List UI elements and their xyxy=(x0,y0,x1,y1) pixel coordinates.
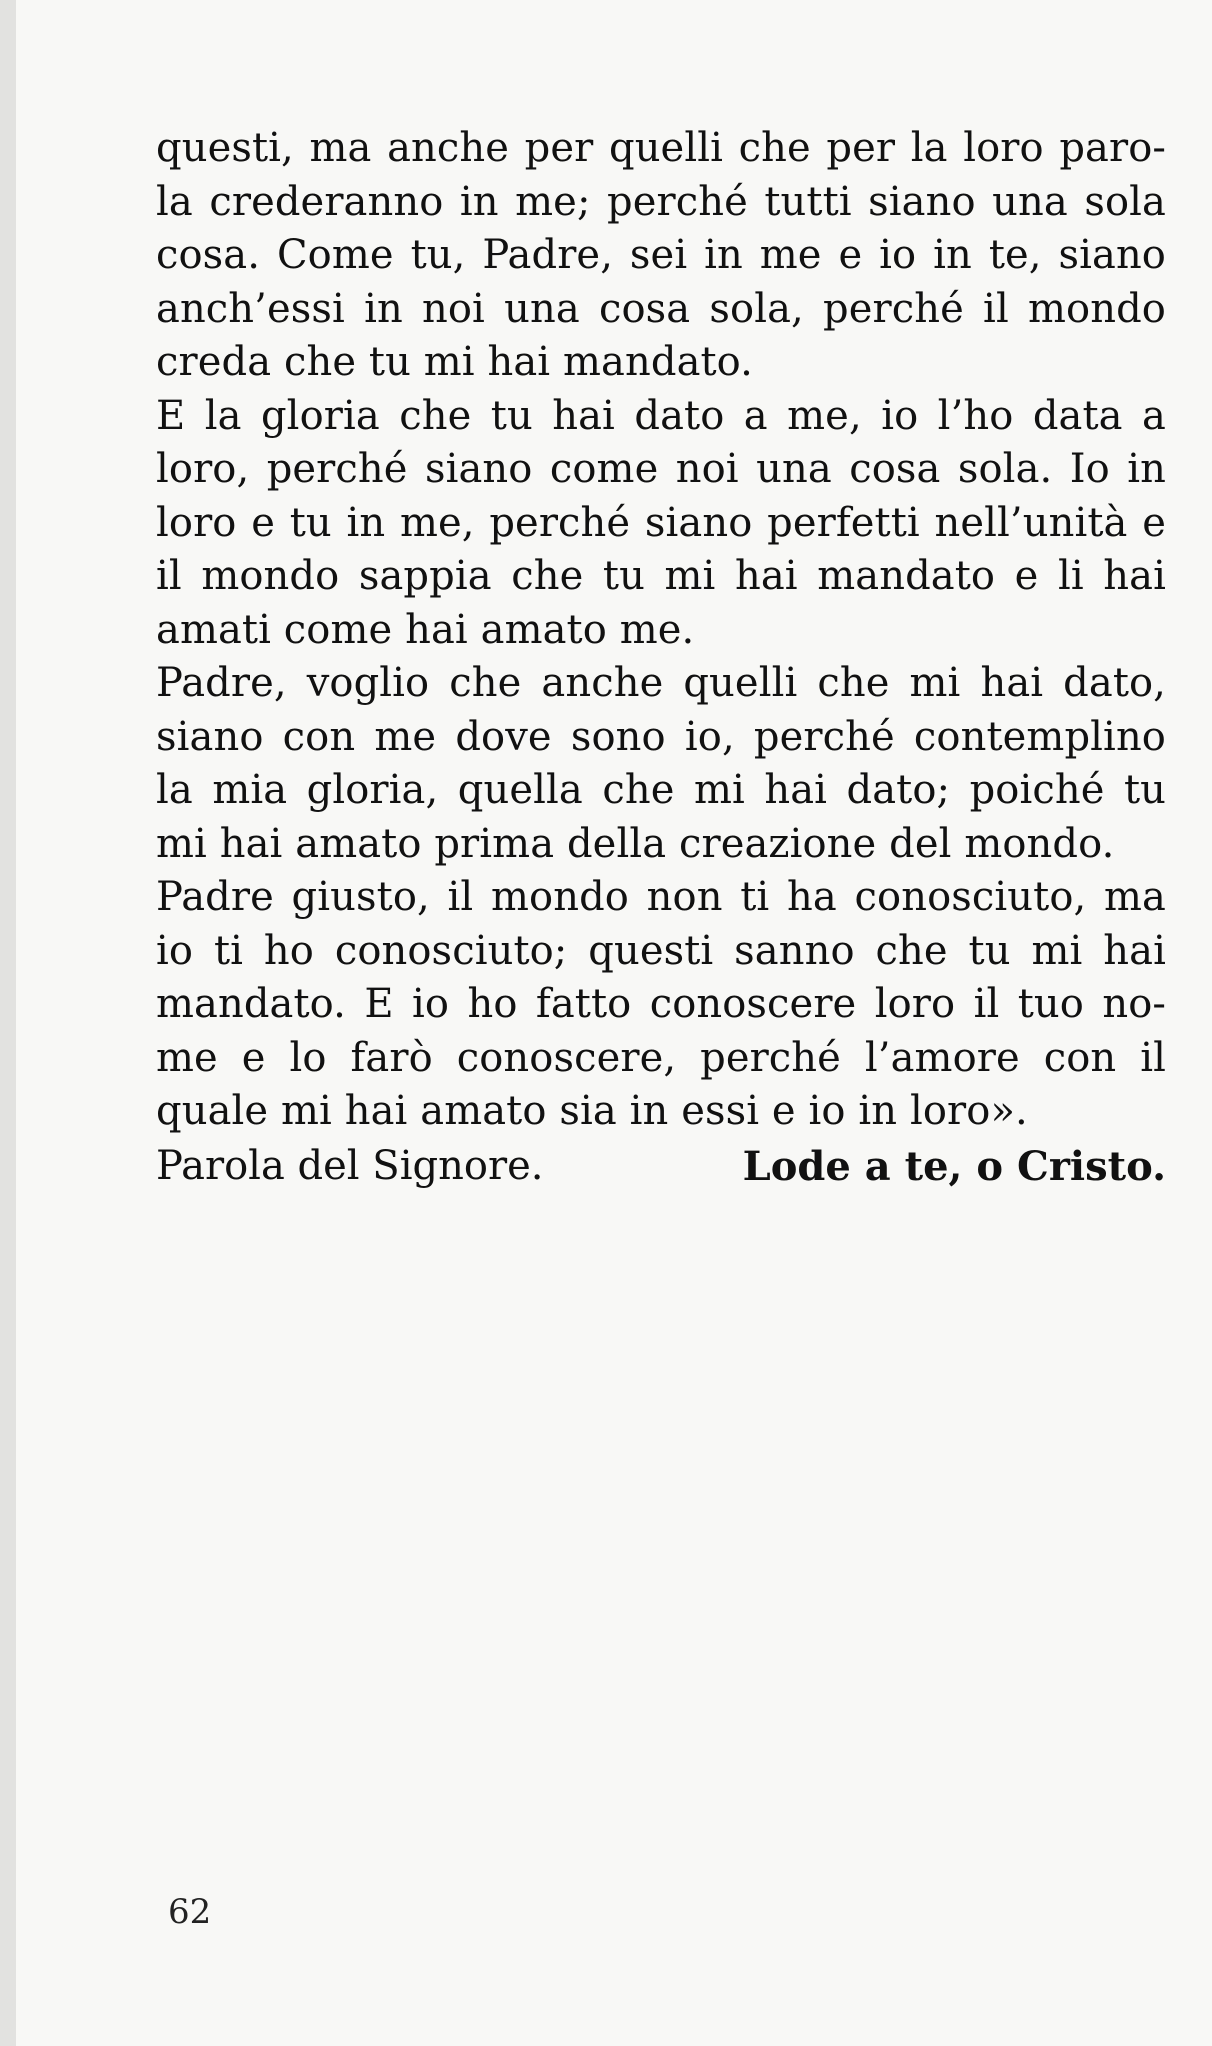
text-line: loro e tu in me, perché siano perfetti nell’unità e xyxy=(156,499,1166,546)
text-line: mi hai amato prima della creazione del mondo. xyxy=(156,820,1115,867)
paragraph-4 xyxy=(156,871,1166,1139)
text-line: la mia gloria, quella che mi hai dato; poiché tu xyxy=(156,767,1166,813)
gospel-text xyxy=(156,122,1166,1139)
paragraph-3 xyxy=(156,657,1166,871)
liturgical-acclamation xyxy=(156,1140,1166,1194)
text-line: Padre giusto, il mondo non ti ha conosciuto, ma xyxy=(156,874,1166,920)
text-line: questi, ma anche per quelli che per la loro paro- xyxy=(156,125,1166,171)
paragraph-2 xyxy=(156,390,1166,658)
text-line: siano con me dove sono io, perché contemplino xyxy=(156,713,1166,760)
paragraph-1 xyxy=(156,122,1166,390)
text-line: io ti ho conosciuto; questi sanno che tu mi hai xyxy=(156,927,1166,974)
text-line: creda che tu mi hai mandato. xyxy=(156,339,753,385)
text-line: la crederanno in me; perché tutti siano una sola xyxy=(156,178,1166,225)
text-line: mandato. E io ho fatto conoscere loro il tuo no- xyxy=(156,981,1166,1027)
page-number: 62 xyxy=(168,1892,212,1932)
text-line: il mondo sappia che tu mi hai mandato e li hai xyxy=(156,553,1166,599)
acclamation-call: Parola del Signore. xyxy=(156,1143,544,1189)
text-line: E la gloria che tu hai dato a me, io l’ho data a xyxy=(156,392,1166,439)
text-line: me e lo farò conoscere, perché l’amore con il xyxy=(156,1034,1166,1081)
text-line: anch’essi in noi una cosa sola, perché il mondo xyxy=(156,285,1166,332)
text-line: Padre, voglio che anche quelli che mi hai dato, xyxy=(156,660,1166,706)
text-line: quale mi hai amato sia in essi e io in loro». xyxy=(156,1088,1028,1134)
acclamation-response: Lode a te, o Cristo. xyxy=(742,1143,1166,1190)
text-line: amati come hai amato me. xyxy=(156,606,695,653)
text-line: cosa. Come tu, Padre, sei in me e io in te, siano xyxy=(156,232,1166,278)
text-line: loro, perché siano come noi una cosa sola. Io in xyxy=(156,446,1166,492)
